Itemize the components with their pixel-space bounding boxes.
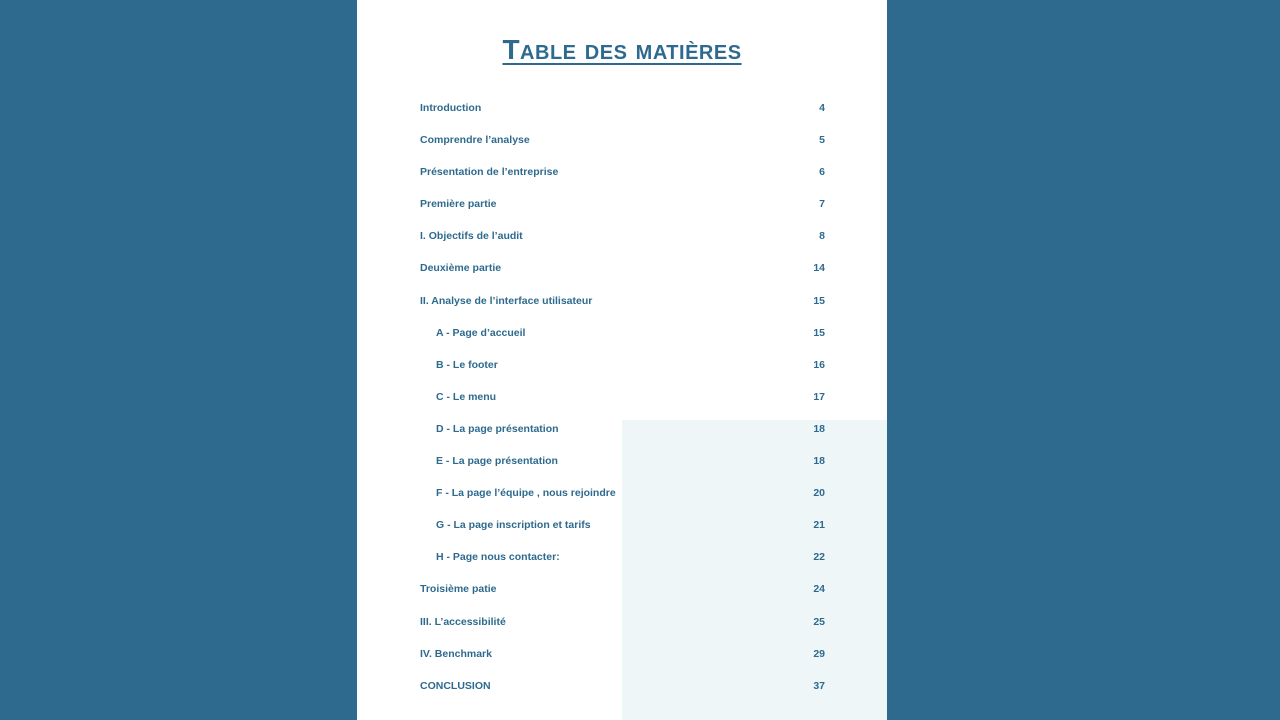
toc-entry-page-number: 5 <box>819 134 825 147</box>
toc-entry-label: II. Analyse de l’interface utilisateur <box>420 294 593 307</box>
toc-entry-label: I. Objectifs de l’audit <box>420 230 523 243</box>
toc-entry-page-number: 25 <box>813 615 825 628</box>
toc-entry-page-number: 15 <box>813 294 825 307</box>
toc-entry-page-number: 15 <box>813 326 825 339</box>
toc-entry[interactable] <box>420 573 825 605</box>
toc-entry-page-number: 21 <box>813 519 825 532</box>
toc-entry-label: Troisième patie <box>420 583 497 596</box>
toc-entry-label: Introduction <box>420 102 482 114</box>
toc-entry[interactable] <box>420 252 825 284</box>
toc-entry-label: III. L’accessibilité <box>420 615 506 628</box>
toc-entry[interactable] <box>420 381 825 413</box>
toc-entry[interactable] <box>420 285 825 317</box>
toc-entry[interactable] <box>420 156 825 188</box>
page-title-text: Table des matières <box>502 34 742 65</box>
toc-entry-label: A - Page d’accueil <box>436 326 526 339</box>
toc-entry-page-number: 8 <box>819 230 825 243</box>
toc-entry[interactable] <box>420 509 825 541</box>
toc-entry[interactable] <box>420 124 825 156</box>
toc-entry[interactable] <box>420 606 825 638</box>
toc-entry-page-number: 20 <box>813 487 825 500</box>
toc-entry-page-number: 16 <box>813 358 825 371</box>
toc-entry-page-number: 14 <box>813 262 825 275</box>
toc-entry[interactable] <box>420 445 825 477</box>
toc-entry[interactable] <box>420 413 825 445</box>
toc-entry[interactable] <box>420 220 825 252</box>
toc-entry[interactable] <box>420 477 825 509</box>
toc-entry-page-number: 29 <box>813 647 825 660</box>
toc-entry-label: Comprendre l’analyse <box>420 134 530 147</box>
toc-entry-page-number: 24 <box>813 583 825 596</box>
toc-entry-label: C - Le menu <box>436 390 497 403</box>
toc-entry[interactable] <box>420 541 825 573</box>
toc-entry-label: Première partie <box>420 198 497 211</box>
toc-entry-page-number: 7 <box>819 198 825 211</box>
toc-entry[interactable] <box>420 92 825 124</box>
toc-entry[interactable] <box>420 670 825 702</box>
toc-entry-page-number: 18 <box>813 455 825 468</box>
table-of-contents <box>420 92 825 702</box>
toc-entry-label: D - La page présentation <box>436 422 559 435</box>
toc-entry-page-number: 22 <box>813 551 825 564</box>
toc-entry-label: F - La page l’équipe , nous rejoindre <box>436 487 616 500</box>
toc-entry-page-number: 18 <box>813 422 825 435</box>
toc-entry-label: CONCLUSION <box>420 679 491 692</box>
toc-entry-label: E - La page présentation <box>436 455 558 468</box>
toc-entry-label: G - La page inscription et tarifs <box>436 519 591 532</box>
toc-entry-label: Présentation de l’entreprise <box>420 166 559 179</box>
toc-entry-page-number: 17 <box>813 390 825 403</box>
toc-entry-page-number: 37 <box>813 679 825 692</box>
toc-entry-label: H - Page nous contacter: <box>436 551 560 564</box>
toc-entry[interactable] <box>420 349 825 381</box>
toc-entry-label: B - Le footer <box>436 358 498 371</box>
toc-entry-label: Deuxième partie <box>420 262 502 275</box>
toc-entry-page-number: 6 <box>819 166 825 179</box>
toc-entry-page-number: 4 <box>819 102 825 114</box>
page-title <box>357 30 887 70</box>
toc-entry-label: IV. Benchmark <box>420 647 492 660</box>
toc-entry[interactable] <box>420 638 825 670</box>
document-page <box>357 0 887 720</box>
toc-entry[interactable] <box>420 317 825 349</box>
toc-entry[interactable] <box>420 188 825 220</box>
